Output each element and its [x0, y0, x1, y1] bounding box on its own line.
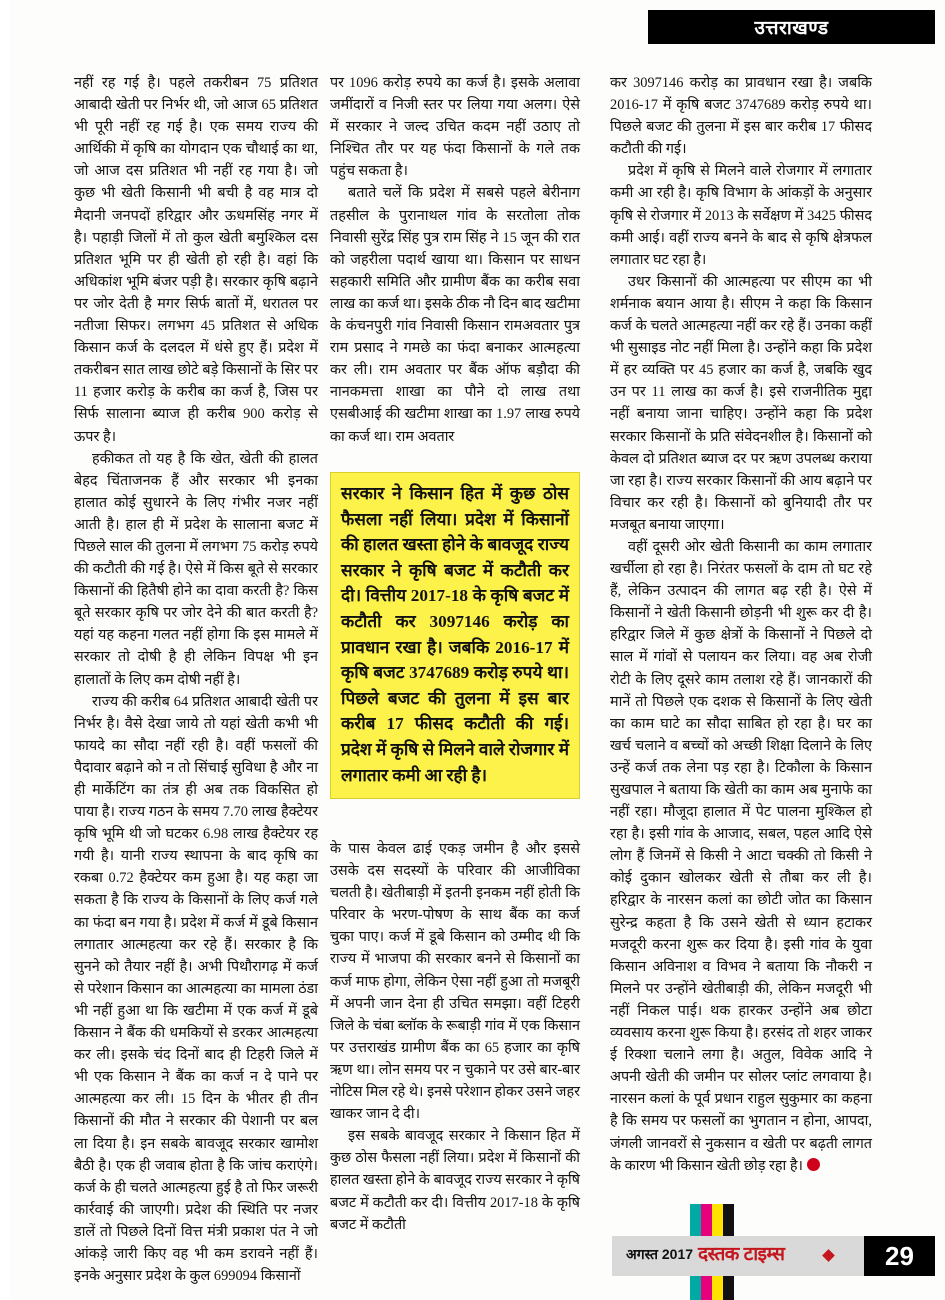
article-column-1 — [74, 72, 318, 1287]
end-marker-icon — [807, 1158, 820, 1171]
issue-date: अगस्त 2017 — [626, 1246, 694, 1262]
article-column-2-continued — [330, 838, 580, 1236]
paragraph: उधर किसानों की आत्महत्या पर सीएम का भी शर्मनाक बयान आया है। सीएम ने कहा कि किसान कर्ज के चलते आत्महत्या नहीं कर रहे हैं। उनका कहीं भी सुसाइड नोट नहीं मिला है। उन्होंने कहा कि प्रदेश में हर व्यक्ति पर 45 हजार का कर्ज है, जबकि खुद उन पर 11 लाख का कर्ज है। इसे राजनीतिक मुद्दा नहीं बनाया जाना चाहिए। उन्होंने कहा कि प्रदेश सरकार किसानों के प्रति संवेदनशील है। किसानों को केवल दो प्रतिशत ब्याज दर पर ऋण उपलब्ध कराया जा रहा है। राज्य सरकार किसानों की आय बढ़ाने पर विचार कर रही है। किसानों को बुनियादी तौर पर मजबूत बनाया जाएगा। — [610, 273, 872, 533]
paragraph: पर 1096 करोड़ रुपये का कर्ज है। इसके अलावा जमींदारों व निजी स्तर पर लिया गया अलग। ऐसे में सरकार ने जल्द उचित कदम नहीं उठाए तो निश्चित तौर पर यह फंदा किसानों के गले तक पहुंच सकता है। — [330, 75, 580, 180]
magazine-brand: दस्तक टाइम्स — [698, 1244, 785, 1265]
paragraph: नहीं रह गई है। पहले तकरीबन 75 प्रतिशत आबादी खेती पर निर्भर थी, जो आज 65 प्रतिशत भी पूरी नहीं रह गई है। एक समय राज्य की आर्थिकी में कृषि का योगदान एक चौथाई का था, जो आज दस प्रतिशत भी नहीं रह गया है। जो कुछ भी खेती किसानी भी बची है वह मात्र दो मैदानी जनपदों हरिद्वार और ऊधमसिंह नगर में है। पहाड़ी जिलों में तो कुल खेती बमुश्किल दस प्रतिशत भूमि पर ही खेती हो रही है। वहां कि अधिकांश भूमि बंजर पड़ी है। सरकार कृषि बढ़ाने पर जोर देती है मगर सिर्फ बातों में, धरातल पर नतीजा सिफर। लगभग 45 प्रतिशत से अधिक किसान कर्ज के दलदल में धंसे हुए हैं। प्रदेश में तकरीबन सात लाख छोटे बड़े किसानों के सिर पर 11 हजार करोड़ के करीब का कर्ज है, जिस पर सिर्फ सालाना ब्याज ही करीब 900 करोड़ से ऊपर है। — [74, 75, 318, 445]
paragraph: राज्य की करीब 64 प्रतिशत आबादी खेती पर निर्भर है। वैसे देखा जाये तो यहां खेती कभी भी फायदे का सौदा नहीं रही है। वहीं फसलों की पैदावार बढ़ाने को न तो सिंचाई सुविधा है और ना ही मार्केटिंग का तंत्र ही अब तक विकसित हो पाया है। राज्य गठन के समय 7.70 लाख हैक्टेयर कृषि भूमि थी जो घटकर 6.98 लाख हैक्टेयर रह गयी है। यानी राज्य स्थापना के बाद कृषि का रकबा 0.72 हैक्टेयर कम हुआ है। यह कहा जा सकता है कि राज्य के किसानों के लिए कर्ज गले का फंदा बन गया है। प्रदेश में कर्ज में डूबे किसान लगातार आत्महत्या कर रहे हैं। सरकार है कि सुनने को तैयार नहीं है। अभी पिथौरागढ़ में कर्ज से परेशान किसान का आत्महत्या का मामला ठंडा भी नहीं हुआ था कि खटीमा में एक कर्ज में डूबे किसान ने बैंक की धमकियों से डरकर आत्महत्या कर ली। इसके चंद दिनों बाद ही टिहरी जिले में भी एक किसान ने बैंक का कर्ज न दे पाने पर आत्महत्या कर ली। 15 दिन के भीतर ही तीन किसानों की मौत ने सरकार की पेशानी पर बल ला दिया है। इन सबके बावजूद सरकार खामोश बैठी है। एक ही जवाब होता है कि जांच कराएंगे। कर्ज के ही चलते आत्महत्या हुई है तो फिर जरूरी कार्रवाई की जाएगी। प्रदेश की स्थिति पर नजर डालें तो पिछले दिनों वित्त मंत्री प्रकाश पंत ने जो आंकड़े जारी किए वह भी कम डरावने नहीं हैं। इनके अनुसार प्रदेश के कुल 699094 किसानों — [74, 693, 318, 1285]
paragraph: बताते चलें कि प्रदेश में सबसे पहले बेरीनाग तहसील के पुरानाथल गांव के सरतोला तोक निवासी सुरेंद्र सिंह पुत्र राम सिंह ने 15 जून की रात को जहरीला पदार्थ खाया था। किसान पर साधन सहकारी समिति और ग्रामीण बैंक का करीब सवा लाख का कर्ज था। इसके ठीक नौ दिन बाद खटीमा के कंचनपुरी गांव निवासी किसान रामअवतार पुत्र राम प्रसाद ने गमछे का फंदा बनाकर आत्महत्या कर ली। राम अवतार पर बैंक ऑफ बड़ौदा की नानकमत्ता शाखा का पौने दो लाख तथा एसबीआई की खटीमा शाखा का 1.97 लाख रुपये का कर्ज था। राम अवतार — [330, 185, 580, 445]
section-title: उत्तराखण्ड — [754, 18, 829, 39]
pull-quote: सरकार ने किसान हित में कुछ ठोस फैसला नहीं लिया। प्रदेश में किसानों की हालत खस्ता होने के बावजूद राज्य सरकार ने कृषि बजट में कटौती कर दी। वित्तीय 2017-18 के कृषि बजट में कटौती कर 3097146 करोड़ का प्रावधान रखा है। जबकि 2016-17 में कृषि बजट 3747689 करोड़ रुपये था। पिछले बजट की तुलना में इस बार करीब 17 फीसद कटौती की गई। प्रदेश में कृषि से मिलने वाले रोजगार में लगातार कमी आ रही है। — [330, 472, 580, 799]
paragraph-text: वहीं दूसरी ओर खेती किसानी का काम लगातार खर्चीला हो रहा है। निरंतर फसलों के दाम तो घट रहे हैं, लेकिन उत्पादन की लागत बढ़ रही है। ऐसे में किसानों ने खेती किसानी छोड़नी भी शुरू कर दी है। हरिद्वार जिले में कुछ क्षेत्रों के किसानों ने पिछले दो साल में गांवों से पलायन कर लिया। वह अब रोजी रोटी के लिए दूसरे काम तलाश रहे हैं। जानकारों की मानें तो पिछले एक दशक से किसानों के लिए खेती का काम घाटे का सौदा साबित हो रहा है। घर का खर्च चलाने व बच्चों को अच्छी शिक्षा दिलाने के लिए उन्हें कर्ज तक लेना पड़ रहा है। टिकौला के किसान सुखपाल ने बताया कि खेती का काम अब मुनाफे का नहीं रहा। मौजूदा हालात में पेट पालना मुश्किल हो रहा है। इसी गांव के आजाद, सबल, पहल आदि ऐसे लोग हैं जिनमें से किसी ने आटा चक्की तो किसी ने कोई दुकान खोलकर खेती से तौबा कर ली है। हरिद्वार के नारसन कलां का छोटी जोत का किसान सुरेन्द्र कहता है कि उसने खेती से ध्यान हटाकर मजदूरी करना शुरू कर दिया है। इसी गांव के युवा किसान अविनाश व विभव ने बताया कि नौकरी न मिलने पर उन्होंने खेतीबाड़ी की, लेकिन मजदूरी भी नहीं निकल पाई। थक हारकर उन्होंने अब छोटा व्यवसाय करना शुरू किया है। हरसंद तो शहर जाकर ई रिक्शा चलाने लगा है। अतुल, विवेक आदि ने अपनी खेती की जमीन पर सोलर प्लांट लगवाया है। नारसन कलां के पूर्व प्रधान राहुल सुकुमार का कहना है कि समय पर फसलों का भुगतान न होना, आपदा, जंगली जानवरों से नुकसान व खेती पर बढ़ती लागत के कारण भी किसान खेती छोड़ रहा है। — [610, 538, 872, 1174]
paragraph: इस सबके बावजूद सरकार ने किसान हित में कुछ ठोस फैसला नहीं लिया। प्रदेश में किसानों की हालत खस्ता होने के बावजूद राज्य सरकार ने कृषि बजट में कटौती कर दी। वित्तीय 2017-18 के कृषि बजट में कटौती — [330, 1128, 580, 1233]
paragraph: कर 3097146 करोड़ का प्रावधान रखा है। जबकि 2016-17 में कृषि बजट 3747689 करोड़ रुपये था। पिछले बजट की तुलना में इस बार करीब 17 फीसद कटौती की गई। — [610, 75, 872, 158]
article-column-3 — [610, 72, 872, 1177]
paragraph: प्रदेश में कृषि से मिलने वाले रोजगार में लगातार कमी आ रही है। कृषि विभाग के आंकड़ों के अनुसार कृषि से रोजगार में 2013 के सर्वेक्षण में 3425 फीसद कमी आई। वहीं राज्य बनने के बाद से कृषि क्षेत्रफल लगातार घट रहा है। — [610, 163, 872, 268]
page-number: 29 — [885, 1240, 914, 1271]
paragraph: हकीकत तो यह है कि खेत, खेती की हालत बेहद चिंताजनक हैं और सरकार भी इनका हालात कोई सुधारने के लिए गंभीर नजर नहीं आती है। हाल ही में प्रदेश के सालाना बजट में पिछले साल की तुलना में लगभग 75 करोड़ रुपये की कटौती की गई है। ऐसे में किस बूते से सरकार किसानों की हितैषी होने का दावा करती है? किस बूते सरकार कृषि पर जोर देने की बात करती है? यहां यह कहना गलत नहीं होगा कि इस मामले में सरकार तो दोषी है ही लेकिन विपक्ष भी इन हालातों के लिए कम दोषी नहीं है। — [74, 450, 318, 688]
paragraph: के पास केवल ढाई एकड़ जमीन है और इससे उसके दस सदस्यों के परिवार की आजीविका चलती है। खेतीबाड़ी में इतनी इनकम नहीं होती कि परिवार के भरण-पोषण के साथ बैंक का कर्ज चुका पाए। कर्ज में डूबे किसान को उम्मीद थी कि राज्य में भाजपा की सरकार बनने से किसानों का कर्ज माफ होगा, लेकिन ऐसा नहीं हुआ तो मजबूरी में अपनी जान देना ही उचित समझा। वहीं टिहरी जिले के चंबा ब्लॉक के रूबाड़ी गांव में एक किसान पर उत्तराखंड ग्रामीण बैंक का 65 हजार का कृषि ऋण था। लोन समय पर न चुकाने पर उसे बार-बार नोटिस मिल रहे थे। इनसे परेशान होकर उसने जहर खाकर जान दे दी। — [330, 841, 580, 1123]
page-left-edge — [0, 0, 10, 1300]
paragraph-final — [610, 536, 872, 1177]
page-footer — [612, 1236, 935, 1276]
article-column-2 — [330, 72, 580, 448]
